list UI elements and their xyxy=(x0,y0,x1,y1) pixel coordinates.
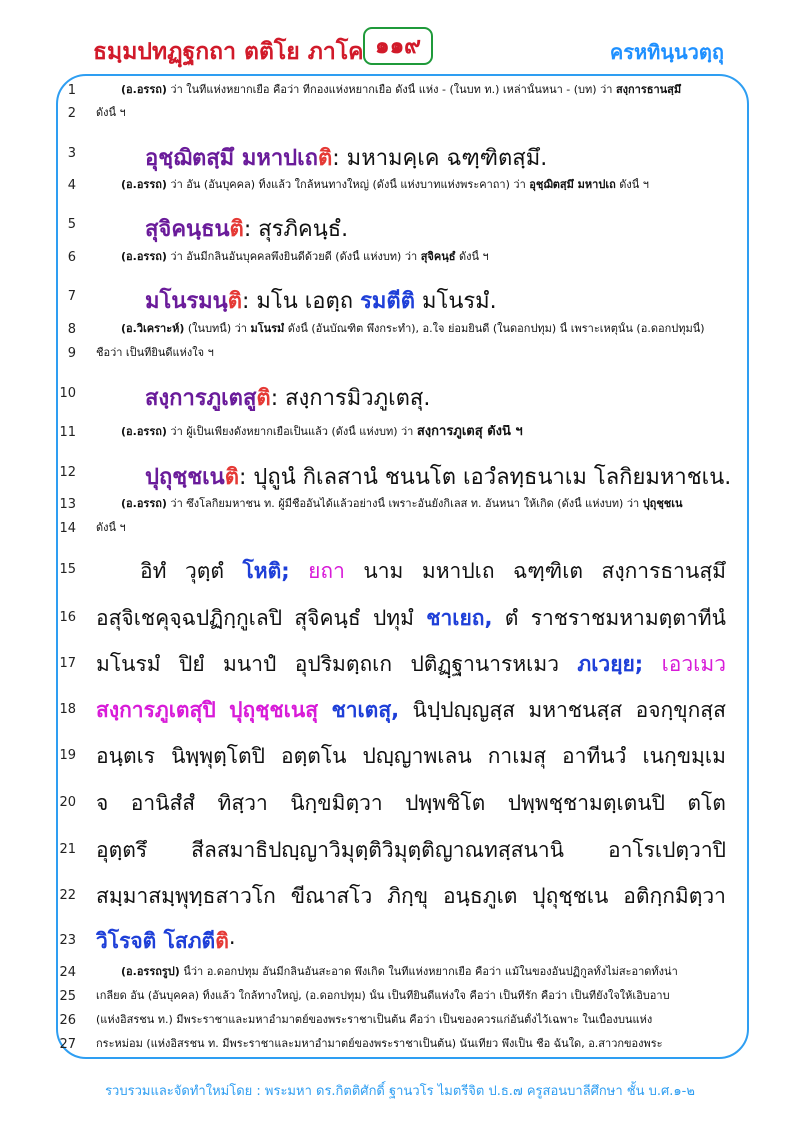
note-keyword: มโนรมํ xyxy=(250,322,285,335)
body-line xyxy=(96,602,726,635)
word: โหติ; xyxy=(242,559,290,583)
line-number: 13 xyxy=(59,497,76,512)
footer-credit: รวบรวมและจัดทำใหม่โดย : พระมหา ดร.กิตติศักดิ์ ฐานวโร ไมตรีจิต ป.ธ.๗ ครูสอนบาลีศึกษา ชั้น บ.ศ.๑-๒ xyxy=(105,1084,695,1099)
line-number: 14 xyxy=(59,521,76,536)
line-number: 21 xyxy=(59,842,76,857)
line-number: 6 xyxy=(67,250,76,265)
line-number: 1 xyxy=(67,83,76,98)
line-number: 19 xyxy=(59,748,76,763)
note-line xyxy=(121,497,726,511)
headword: มโนรมนฺ xyxy=(145,289,228,314)
word: สมฺมาสมฺพุทฺธสาวโก xyxy=(96,884,276,908)
word: อติกฺกมิตฺวา xyxy=(623,884,726,908)
note-text: ว่า อัน (อันบุคคล) ทิ้งแล้ว ใกล้หนทางใหญ่ (ดังนี้ แห่งบาทแห่งพระคาถา) ว่า xyxy=(166,178,530,191)
gloss: : สงฺการมิวภูเตสุ. xyxy=(270,386,431,411)
word: วิโรจติ โสภตี xyxy=(96,929,216,953)
line-number: 4 xyxy=(67,178,76,193)
note-line xyxy=(121,965,726,979)
note-keyword: สุจิคนฺธํ xyxy=(420,250,456,263)
word: ปญฺญาพเลน xyxy=(362,744,472,768)
word: ชาเตสุ, xyxy=(331,698,400,722)
note-line xyxy=(121,425,726,439)
line-number: 15 xyxy=(59,562,76,577)
iti-particle: ติ xyxy=(256,386,271,411)
word: มโนรมํ xyxy=(96,652,161,676)
note-label: (อ.อรรถ) xyxy=(121,425,167,438)
iti-particle: ติ xyxy=(227,289,243,314)
pali-headword-line xyxy=(145,380,430,415)
pali-headword-line xyxy=(145,283,497,318)
body-line xyxy=(96,880,726,913)
word: ปพฺพชิโต xyxy=(405,791,486,815)
word: ปทุมํ xyxy=(372,606,414,630)
body-line xyxy=(96,834,726,867)
line-number: 27 xyxy=(59,1037,76,1052)
word: วุตฺตํ xyxy=(184,559,225,583)
gloss: มโนรมํ. xyxy=(415,289,497,314)
iti-particle: ติ xyxy=(224,465,240,490)
note-line: (แห่งอิสรชน ท.) มีพระราชาและมหาอำมาตย์ของพระราชาเป็นต้น คือว่า เป็นของควรแก่อันตั้งไว้เฉพาะ ในเบื้องบนแห่ง xyxy=(96,1013,653,1026)
iti-particle: ติ xyxy=(229,217,244,242)
line-number: 9 xyxy=(67,346,76,361)
gloss: : ปุถูนํ กิเลสานํ ชนนโต เอวํลทฺธนาเม โลกิยมหาชเน. xyxy=(239,465,732,490)
line-number: 25 xyxy=(59,989,76,1004)
word: มนาปํ xyxy=(223,652,277,676)
page-number: ๑๑๙ xyxy=(374,33,422,59)
pali-headword-line xyxy=(145,459,731,494)
word: ภิกฺขุ xyxy=(387,884,429,908)
note-line: กระหม่อม (แห่งอิสรชน ท. มีพระราชาและมหาอำมาตย์ของพระราชาเป็นต้น) นั่นเทียว พึงเป็น ชื่อ ฉันใด, อ.สาวกของพระ xyxy=(96,1037,663,1050)
word: อาทีนวํ xyxy=(562,744,627,768)
word: ภเวยฺย; xyxy=(577,652,644,676)
word: ชาเยถ, xyxy=(426,606,493,630)
word: อิทํ xyxy=(140,559,167,583)
note-line: เกลียด อัน (อันบุคคล) ทิ้งแล้ว ใกล้ทางใหญ่, (อ.ดอกปทุม) นั้น เป็นที่ยินดีแห่งใจ คือว่า เป็นที่รัก คือว่า เป็นที่ยังใจให้เอิบอาบ xyxy=(96,989,670,1002)
word: อุตฺตรึ xyxy=(96,838,148,862)
pali-headword-line xyxy=(145,211,348,246)
word: ปุถุชฺชเนสุ xyxy=(229,698,319,722)
line-number: 2 xyxy=(67,106,76,121)
line-number: 11 xyxy=(59,425,76,440)
note-text: ว่า ซึ่งโลกิยมหาชน ท. ผู้มีชื่ออันได้แล้วอย่างนี้ เพราะอันยังกิเลส ท. อันหนา ให้เกิด (ดังนี้ แห่งบท) ว่า xyxy=(166,497,643,510)
word: นิปฺปญฺญสฺส xyxy=(412,698,515,722)
word: มหาชนสฺส xyxy=(528,698,623,722)
word: สีลสมาธิปญฺญาวิมุตฺติวิมุตฺติญาณทสฺสนานิ xyxy=(191,838,564,862)
line-number: 24 xyxy=(59,965,76,980)
page-number-badge xyxy=(363,27,433,65)
line-number: 12 xyxy=(59,465,76,480)
gloss: : มโน เอตฺถ xyxy=(242,289,361,314)
note-text: (ในบทนี้) ว่า xyxy=(184,322,251,335)
note-line xyxy=(121,322,726,336)
word: อานิสํสํ xyxy=(130,791,196,815)
line-number: 23 xyxy=(59,933,76,948)
note-line: ดังนี้ ฯ xyxy=(96,106,126,119)
body-line xyxy=(96,740,726,773)
header-section: ครหทินฺนวตฺถุ xyxy=(609,40,724,64)
gloss: : มหามคฺเค ฉฑฺฑิตสฺมึ. xyxy=(332,146,548,171)
word: จ xyxy=(96,791,109,815)
word: ยถา xyxy=(308,559,345,583)
word: อนฺตเร xyxy=(96,744,156,768)
line-number: 5 xyxy=(67,217,76,232)
note-text: ว่า อันมีกลิ่นอันบุคคลพึงยินดีด้วยดี (ดังนี้ แห่งบท) ว่า xyxy=(166,250,421,263)
line-number: 22 xyxy=(59,888,76,903)
word: นิกฺขมิตฺวา xyxy=(290,791,383,815)
iti-particle: ติ xyxy=(317,146,333,171)
note-text: ดังนี้ ฯ xyxy=(455,250,489,263)
headword: สุจิคนฺธน xyxy=(145,217,230,242)
word: สงฺการธานสฺมึ xyxy=(601,559,726,583)
word: ราชราชมหามตฺตาทีนํ xyxy=(530,606,726,630)
word: สุจิคนฺธํ xyxy=(294,606,361,630)
word: ทิสฺวา xyxy=(217,791,268,815)
word: ปติฏฺฐานารหเมว xyxy=(410,652,559,676)
headword: สงฺการภูเตสู xyxy=(145,386,257,411)
word: อาโรเปตฺวาปิ xyxy=(607,838,726,862)
word: ตํ xyxy=(504,606,519,630)
note-keyword: สงฺการภูเตสุ ดังนี้ ฯ xyxy=(416,425,523,439)
word: เอวเมว xyxy=(661,652,726,676)
note-label: (อ.อรรถ) xyxy=(121,497,167,510)
note-text: ว่า ผู้เป็นเพียงดังหยากเยื่อเป็นแล้ว (ดังนี้ แห่งบท) ว่า xyxy=(166,425,417,438)
highlight-word: รมตีติ xyxy=(360,289,416,314)
word: ขีณาสโว xyxy=(290,884,373,908)
iti-particle: ติ xyxy=(215,929,229,953)
line-number: 7 xyxy=(67,289,76,304)
word: เนกฺขมฺเม xyxy=(642,744,726,768)
word: ฉฑฺฑิเต xyxy=(513,559,584,583)
word: . xyxy=(228,925,236,949)
note-text: ว่า ในที่แห่งหยากเยื่อ คือว่า ที่กองแห่งหยากเยื่อ ดังนี้ แห่ง - (ในบท ท.) เหล่านั้นหนา - (บท) ว่า xyxy=(166,83,616,96)
note-keyword: ปุถุชฺชเน xyxy=(642,497,683,510)
body-line xyxy=(140,555,726,588)
word: กาเมสุ xyxy=(487,744,547,768)
line-number: 8 xyxy=(67,322,76,337)
word: สงฺการภูเตสุปิ xyxy=(96,698,216,722)
word: อสุจิเชคุจฺฉปฏิกฺกูเลปิ xyxy=(96,606,283,630)
note-line xyxy=(121,83,726,97)
note-line xyxy=(121,250,726,264)
note-label: (อ.อรรถ) xyxy=(121,178,167,191)
word: ปพฺพชฺชามตฺเตนปิ xyxy=(507,791,665,815)
word: นาม xyxy=(363,559,404,583)
body-line xyxy=(96,787,726,820)
word: ปุถุชฺชเน xyxy=(532,884,609,908)
note-line xyxy=(121,178,726,192)
word: มหาปเถ xyxy=(421,559,495,583)
word: ปิยํ xyxy=(179,652,205,676)
line-number: 17 xyxy=(59,656,76,671)
note-text: ดังนี้ (อันบัณฑิต พึงกระทำ), อ.ใจ ย่อมยินดี (ในดอกปทุม) นี้ เพราะเหตุนั้น (อ.ดอกปทุมนี้) xyxy=(284,322,705,335)
note-text: ดังนี้ ฯ xyxy=(615,178,649,191)
note-label: (อ.อรรถรูป) xyxy=(121,965,180,978)
note-label: (อ.วิเคราะห์) xyxy=(121,322,185,335)
word: อุปริมตฺถเก xyxy=(294,652,393,676)
note-keyword: สงฺการธานสฺมึ xyxy=(615,83,682,96)
headword: ปุถุชฺชเน xyxy=(145,465,225,490)
body-line xyxy=(96,648,726,681)
word: อนฺธภูเต xyxy=(442,884,518,908)
line-number: 3 xyxy=(67,146,76,161)
note-line: ชื่อว่า เป็นที่ยินดีแห่งใจ ฯ xyxy=(96,346,214,359)
line-number: 18 xyxy=(59,702,76,717)
headword: อุชฺฌิตสฺมึ มหาปเถ xyxy=(145,146,318,171)
body-line xyxy=(96,694,726,727)
line-number: 26 xyxy=(59,1013,76,1028)
note-line: ดังนี้ ฯ xyxy=(96,521,126,534)
note-keyword: อุชฺฌิตสฺมึ มหาปเถ xyxy=(529,178,616,191)
line-number: 10 xyxy=(59,386,76,401)
word: อตฺตโน xyxy=(281,744,347,768)
note-label: (อ.อรรถ) xyxy=(121,83,167,96)
word: ตโต xyxy=(687,791,726,815)
header-title: ธมฺมปทฏฺฐกถา ตติโย ภาโค xyxy=(93,39,364,65)
line-number: 16 xyxy=(59,610,76,625)
note-label: (อ.อรรถ) xyxy=(121,250,167,263)
pali-headword-line xyxy=(145,140,547,175)
body-line xyxy=(96,925,726,958)
word: นิพฺพุตฺโตปิ xyxy=(171,744,265,768)
gloss: : สุรภิคนฺธํ. xyxy=(243,217,349,242)
note-text: นี้ว่า อ.ดอกปทุม อันมีกลิ่นอันสะอาด พึงเกิด ในที่แห่งหยากเยื่อ คือว่า แม้ในของอันปฏิกูลทั้งไม่สะอาดทั้งน่า xyxy=(179,965,678,978)
line-number: 20 xyxy=(59,795,76,810)
word: อจกฺขุกสฺส xyxy=(635,698,726,722)
